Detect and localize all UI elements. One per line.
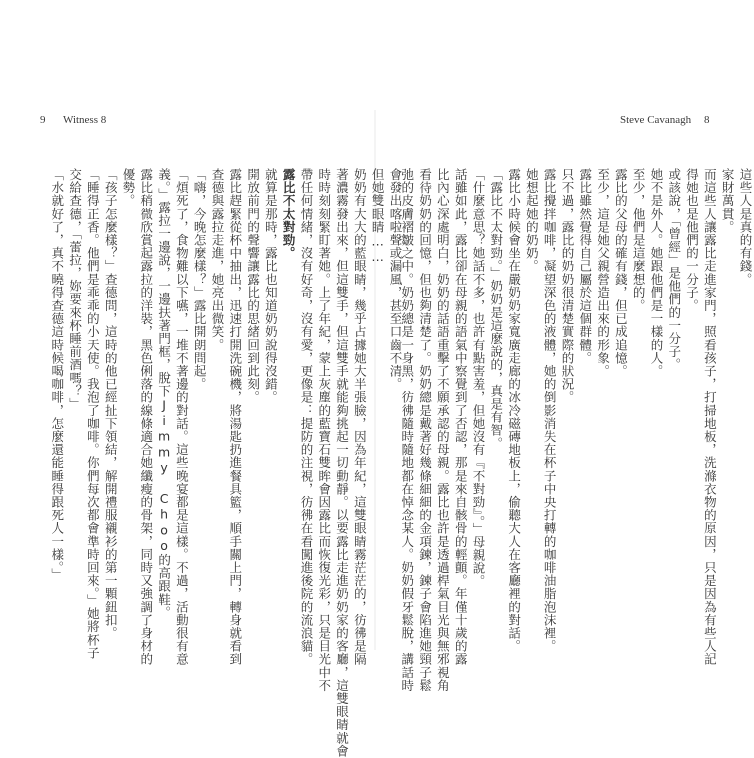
- text-line: 露比攪拌咖啡，凝望深色的液體，她的倒影消失在杯子中央打轉的咖啡油脂泡沫裡。: [542, 168, 558, 653]
- text-line: 奶奶有大大的藍眼睛，幾乎占據她大半張臉，因為年紀，這雙眼睛霧茫茫的，彷彿是隔: [352, 168, 368, 666]
- right-running-head: Steve Cavanagh: [620, 114, 692, 126]
- text-line: 帶任何情緒，沒有好奇，沒有愛，更像是：提防的注視，彷彿在看闖進後院的流浪貓。: [298, 168, 314, 666]
- right-page-number: 8: [704, 114, 710, 126]
- text-line: 「露比不太對勁。」奶奶是這麼說的，真是有智。: [488, 168, 504, 450]
- text-line: 優勢。: [120, 168, 136, 208]
- text-line: 「什麼意思？她話不多，也許有點害羞，但她沒有『不對勁』。」母親說。: [470, 168, 486, 588]
- left-page-body: [48, 168, 404, 758]
- text-line: 家財萬貫。: [720, 168, 736, 234]
- left-page-number: 9: [40, 114, 46, 126]
- text-line: 會發出喀啦聲或漏風，甚至口齒不清。: [387, 168, 403, 391]
- text-line: 露比趕緊從杯中抽出，迅速打開洗碗機，將湯匙扔進餐具籃，順手關上門，轉身就看到: [227, 168, 243, 666]
- text-line: 就算是那時，露比也知道奶奶說得沒錯。: [263, 168, 279, 404]
- text-line: 至少，這是她父親營造出來的形象。: [595, 168, 611, 378]
- text-line: 她不是外人。她跟他們是一樣的人。: [648, 168, 664, 378]
- text-line: 查德與露拉走進，她亮出微笑。: [209, 168, 225, 352]
- text-line: 她想起她的奶奶。: [524, 168, 540, 273]
- text-line: 露比稍微欣賞起露拉的洋裝，黑色俐落的線條適合她纖瘦的骨架，同時又強調了身材的: [138, 168, 154, 666]
- left-running-head: Witness 8: [63, 114, 107, 126]
- text-line: 義。」露拉一邊說，一邊扶著門框，脫下Jimmy Choo的高跟鞋。: [156, 168, 172, 620]
- right-page-body: [398, 168, 754, 692]
- text-line: 交給查德，「蕾拉，妳要來杯睡前酒嗎？」: [67, 168, 83, 411]
- text-line: 弛的皮膚褶皺之中。奶奶總是一身黑，彷彿隨時隨地都在悼念某人。奶奶假牙鬆脫，講話時: [399, 168, 415, 692]
- text-line: 只不過，露比的奶奶很清楚實際的狀況。: [559, 168, 575, 404]
- text-line: 這些人是真的有錢。: [737, 168, 753, 286]
- text-line: 「孩子怎麼樣？」查德問，這時的他已經扯下領結，解開禮服襯衫的第一顆鈕扣。: [103, 168, 119, 640]
- text-line: 露比的父母的確有錢，但已成追憶。: [613, 168, 629, 378]
- text-line: 「睡得正香。他們是乖乖的小天使。我泡了咖啡。你們每次都會準時回來。」她將杯子: [85, 168, 101, 660]
- emphasis-line: 露比不太對勁。: [281, 168, 297, 260]
- text-line: 「煩死了，食物難以下嚥，一堆不著邊的對話。這些晚宴都是這樣。不過，活動很有意: [174, 168, 190, 666]
- text-line: 「嗨，今晚怎麼樣？」露比開朗問起。: [192, 168, 208, 391]
- text-line: 得她也是他們的一分子。: [684, 168, 700, 313]
- text-line: 而這些人讓露比走進家門，照看孩子，打掃地板，洗滌衣物的原因，只是因為有些人記: [702, 168, 718, 666]
- text-line: 著濃霧發出來，但這雙手，但這雙手就能夠挑起一切動靜。以要露比走進奶奶家的客廳，這雙眼睛就會: [334, 168, 350, 758]
- text-line: 時時刻刻緊盯著她。上了年紀，蒙上灰塵的藍寶石雙眸會因露比而恢復光彩，只是目光中不: [316, 168, 332, 692]
- text-line: 但她雙眼睛……: [370, 168, 386, 265]
- text-line: 比內心深處明白，奶奶的話語重擊了不願承認的母親。露比也許是透過桿氣目光與無邪視角: [435, 168, 451, 692]
- text-line: 「水就好了，真不曉得查德這時候喝咖啡，怎麼還能睡得跟死人一樣。」: [49, 168, 65, 581]
- text-line: 看待奶奶的回憶，但也夠清楚了。奶奶總是戴著好幾條細細的金項鍊，鍊子會陷進她頸子鬆: [417, 168, 433, 692]
- text-line: 露比雖然覺得自己屬於這個群體。: [577, 168, 593, 365]
- text-line: 至少，他們是這麼想的。: [631, 168, 647, 313]
- text-line: 開放前門的聲響讓露比的思緒回到此刻。: [245, 168, 261, 404]
- text-line: 或該說，「曾經」是他們的一分子。: [666, 168, 682, 372]
- text-line: 話雖如此，露比卻在母親的語氣中察覺到了否認，那是來自骸骨的輕顫。年僅十歲的露: [453, 168, 469, 666]
- text-line: 露比小時候會坐在嚴奶奶家寬廣走廊的冰冷磁磚地板上，偷聽大人在客廳裡的對話。: [506, 168, 522, 653]
